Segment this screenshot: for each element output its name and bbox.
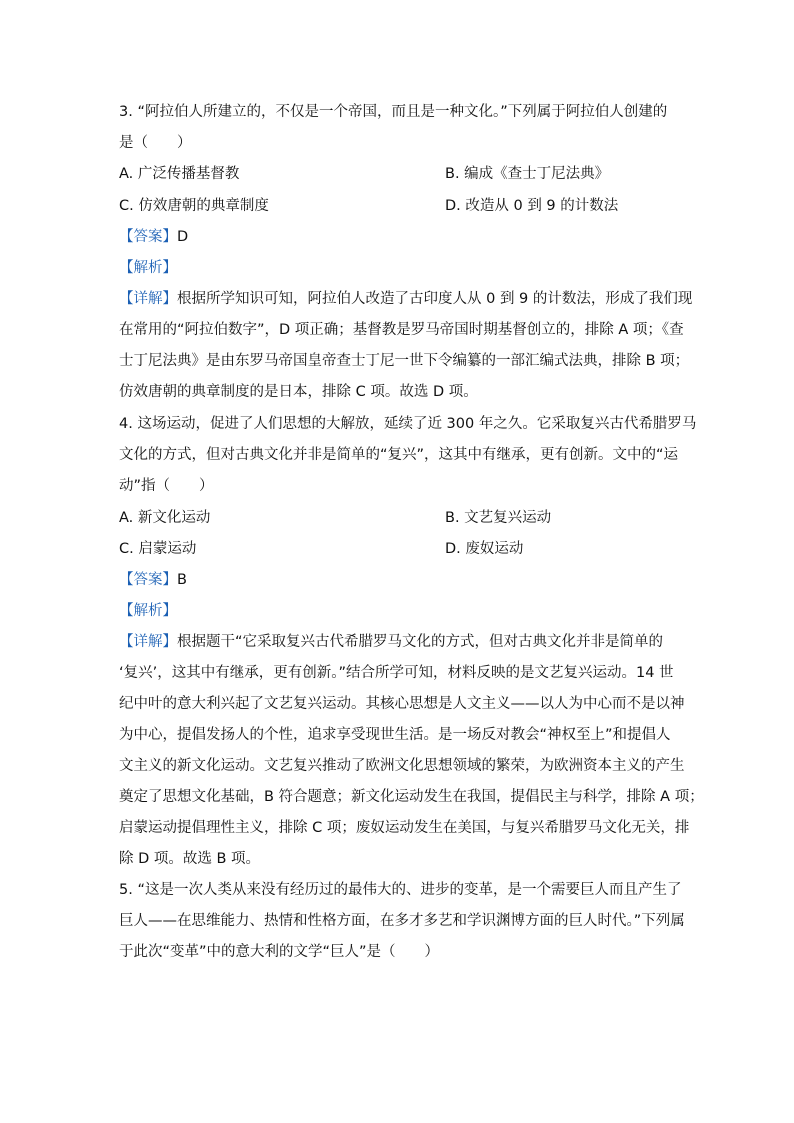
q3-detail-line-1 <box>119 289 692 309</box>
q3-detail-line-3: 士丁尼法典》是由东罗马帝国皇帝查士丁尼一世下令编纂的一部汇编式法典，排除 B 项； <box>119 353 690 369</box>
q3-option-b: B. 编成《查士丁尼法典》 <box>445 166 610 182</box>
q3-detail-line-4: 仿效唐朝的典章制度的是日本，排除 C 项。故选 D 项。 <box>119 384 478 400</box>
q3-option-d: D. 改造从 0 到 9 的计数法 <box>445 198 619 214</box>
q4-detail-line-4: 为中心，提倡发扬人的个性，追求享受现世生活。是一场反对教会“神权至上”和提倡人 <box>119 727 671 743</box>
q4-stem-line-3: 动”指（ ） <box>119 478 214 494</box>
q3-answer-row <box>119 227 188 247</box>
q4-analysis-tag: 【解析】 <box>119 603 177 619</box>
q4-detail-line-8: 除 D 项。故选 B 项。 <box>119 851 261 867</box>
q4-detail-line-2: ‘复兴’，这其中有继承，更有创新。”结合所学可知，材料反映的是文艺复兴运动。14 世 <box>119 665 674 681</box>
q3-stem-line-2: 是（ ） <box>119 135 192 151</box>
q5-stem-line-3: 于此次“变革”中的意大利的文学“巨人”是（ ） <box>119 944 440 960</box>
q4-detail-text-1: 根据题干“它采取复兴古代希腊罗马文化的方式，但对古典文化并非是简单的 <box>177 634 664 650</box>
q4-option-c: C. 启蒙运动 <box>119 541 197 557</box>
q4-detail-line-6: 奠定了思想文化基础，B 符合题意；新文化运动发生在我国，提倡民主与科学，排除 A 项； <box>119 789 704 805</box>
q4-option-b: B. 文艺复兴运动 <box>445 510 552 526</box>
q3-answer-tag: 【答案】 <box>119 229 177 245</box>
q3-stem-line-1: 3. “阿拉伯人所建立的，不仅是一个帝国，而且是一种文化。”下列属于阿拉伯人创建的 <box>119 104 668 120</box>
q4-answer-tag: 【答案】 <box>119 572 177 588</box>
q3-detail-line-2: 在常用的“阿拉伯数字”，D 项正确；基督教是罗马帝国时期基督创立的，排除 A 项；《查 <box>119 322 684 338</box>
q4-option-d: D. 废奴运动 <box>445 541 524 557</box>
q4-option-a: A. 新文化运动 <box>119 510 211 526</box>
q5-stem-line-2: 巨人——在思维能力、热情和性格方面，在多才多艺和学识渊博方面的巨人时代。”下列属 <box>119 913 685 929</box>
q4-detail-line-5: 文主义的新文化运动。文艺复兴推动了欧洲文化思想领域的繁荣，为欧洲资本主义的产生 <box>119 758 685 774</box>
q3-analysis-row <box>119 258 177 278</box>
q3-detail-tag: 【详解】 <box>119 291 177 307</box>
q4-answer-row <box>119 570 187 590</box>
q3-option-a: A. 广泛传播基督教 <box>119 166 240 182</box>
q4-answer-value: B <box>177 572 187 588</box>
q4-stem-line-2: 文化的方式，但对古典文化并非是简单的“复兴”，这其中有继承，更有创新。文中的“运 <box>119 447 679 463</box>
q3-detail-text-1: 根据所学知识可知，阿拉伯人改造了古印度人从 0 到 9 的计数法，形成了我们现 <box>177 291 693 307</box>
q4-detail-line-1 <box>119 632 663 652</box>
q4-detail-line-7: 启蒙运动提倡理性主义，排除 C 项；废奴运动发生在美国，与复兴希腊罗马文化无关，排 <box>119 820 690 836</box>
q3-option-c: C. 仿效唐朝的典章制度 <box>119 198 269 214</box>
q4-detail-line-3: 纪中叶的意大利兴起了文艺复兴运动。其核心思想是人文主义——以人为中心而不是以神 <box>119 696 685 712</box>
q3-answer-value: D <box>177 229 189 245</box>
q4-stem-line-1: 4. 这场运动，促进了人们思想的大解放，延续了近 300 年之久。它采取复兴古代希腊罗马 <box>119 416 697 432</box>
q3-analysis-tag: 【解析】 <box>119 260 177 276</box>
q5-stem-line-1: 5. “这是一次人类从来没有经历过的最伟大的、进步的变革，是一个需要巨人而且产生了 <box>119 882 682 898</box>
q4-detail-tag: 【详解】 <box>119 634 177 650</box>
q4-analysis-row <box>119 601 177 621</box>
